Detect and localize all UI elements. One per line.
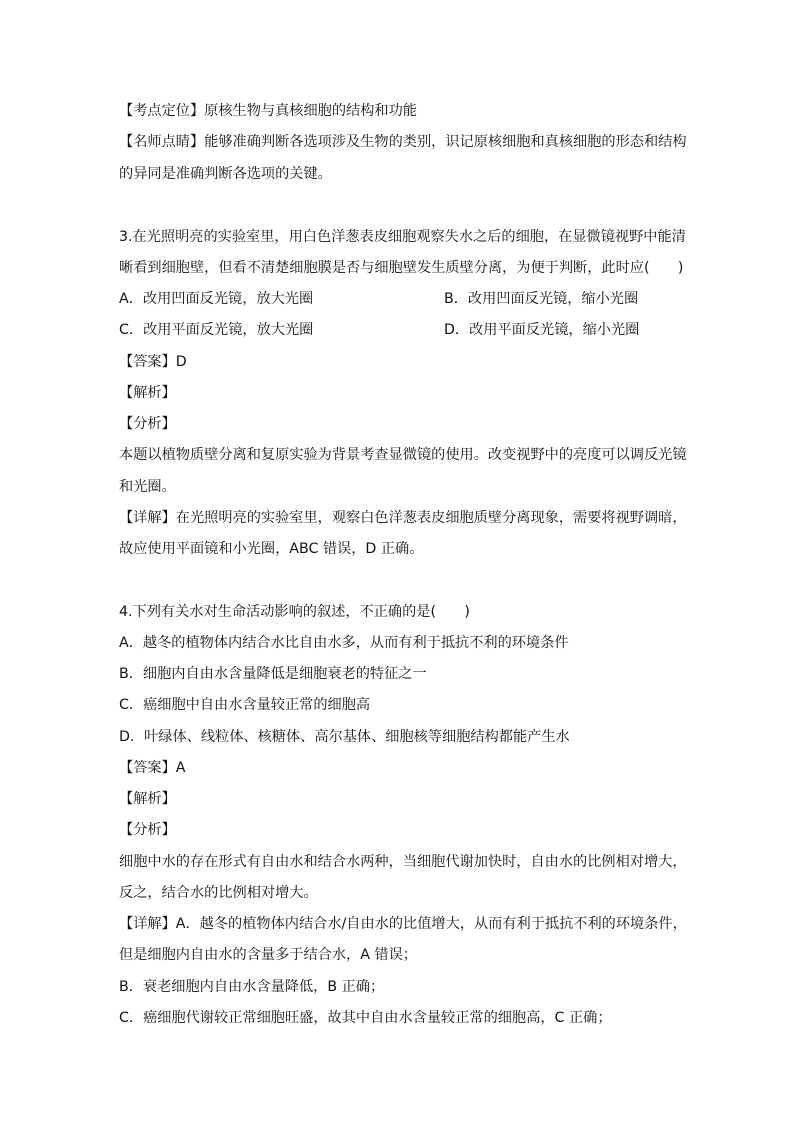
kaodian-line: 【考点定位】原核生物与真核细胞的结构和功能 xyxy=(119,103,417,119)
mingshi-line-2: 的异同是准确判断各选项的关键。 xyxy=(119,166,332,182)
q3-detail-line-2: 故应使用平面镜和小光圈，ABC 错误，D 正确。 xyxy=(119,541,424,557)
q4-jiexi-heading: 【解析】 xyxy=(119,791,176,807)
q4-stem: 4.下列有关水对生命活动影响的叙述，不正确的是( ) xyxy=(119,604,470,620)
q4-detail-line-1: 【详解】A．越冬的植物体内结合水/自由水的比值增大，从而有利于抵抗不利的环境条件， xyxy=(119,916,687,932)
q4-detail-line-2: 但是细胞内自由水的含量多于结合水，A 错误； xyxy=(119,947,417,963)
q3-option-d: D．改用平面反光镜，缩小光圈 xyxy=(444,322,640,338)
q3-option-a: A．改用凹面反光镜，放大光圈 xyxy=(119,291,314,307)
q3-stem-line-1: 3.在光照明亮的实验室里，用白色洋葱表皮细胞观察失水之后的细胞，在显微镜视野中能清 xyxy=(119,229,686,245)
q3-analysis-line-1: 本题以植物质壁分离和复原实验为背景考查显微镜的使用。改变视野中的亮度可以调反光镜 xyxy=(119,447,687,463)
q3-analysis-line-2: 和光圈。 xyxy=(119,479,176,495)
mingshi-line-1: 【名师点睛】能够准确判断各选项涉及生物的类别，识记原核细胞和真核细胞的形态和结构 xyxy=(119,134,687,150)
q4-analysis-line-1: 细胞中水的存在形式有自由水和结合水两种，当细胞代谢加快时，自由水的比例相对增大， xyxy=(119,854,687,870)
q3-option-b: B．改用凹面反光镜，缩小光圈 xyxy=(444,291,639,307)
q4-option-c: C．癌细胞中自由水含量较正常的细胞高 xyxy=(119,697,371,713)
q4-analysis-line-2: 反之，结合水的比例相对增大。 xyxy=(119,885,318,901)
q3-answer: 【答案】D xyxy=(119,354,187,370)
q4-option-b: B．细胞内自由水含量降低是细胞衰老的特征之一 xyxy=(119,666,427,682)
q4-detail-line-4: C．癌细胞代谢较正常细胞旺盛，故其中自由水含量较正常的细胞高，C 正确； xyxy=(119,1010,612,1026)
q4-answer: 【答案】A xyxy=(119,760,186,776)
q3-stem-line-2: 晰看到细胞壁，但看不清楚细胞膜是否与细胞壁发生质壁分离，为便于判断，此时应( ) xyxy=(119,260,684,276)
q3-fenxi-heading: 【分析】 xyxy=(119,416,176,432)
q3-jiexi-heading: 【解析】 xyxy=(119,385,176,401)
q4-fenxi-heading: 【分析】 xyxy=(119,822,176,838)
q4-detail-line-3: B．衰老细胞内自由水含量降低，B 正确； xyxy=(119,979,385,995)
q4-option-d: D．叶绿体、线粒体、核糖体、高尔基体、细胞核等细胞结构都能产生水 xyxy=(119,729,570,745)
q4-option-a: A．越冬的植物体内结合水比自由水多，从而有利于抵抗不利的环境条件 xyxy=(119,635,569,651)
q3-option-c: C．改用平面反光镜，放大光圈 xyxy=(119,322,314,338)
q3-detail-line-1: 【详解】在光照明亮的实验室里，观察白色洋葱表皮细胞质壁分离现象，需要将视野调暗， xyxy=(119,510,687,526)
